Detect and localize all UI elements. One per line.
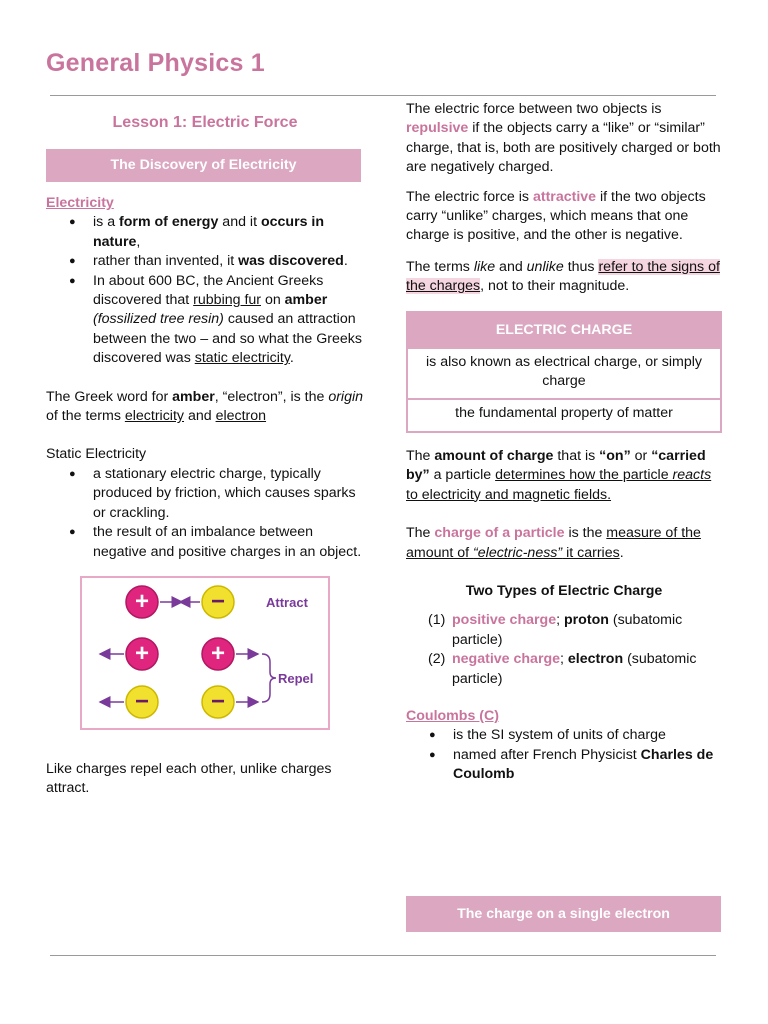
text: thus bbox=[563, 258, 599, 275]
text: if the two objects carry “unlike” charges, which means that one charge is positive, and the other is negative. bbox=[406, 188, 706, 244]
text-underlined: electricity bbox=[124, 408, 184, 425]
text: The Greek word for bbox=[46, 388, 173, 405]
bottom-divider bbox=[50, 955, 716, 956]
text: if the objects carry a “like” or “similar” charge, that is, both are positively charged or both are negatively charged. bbox=[406, 120, 721, 176]
text-bold: amber bbox=[172, 388, 215, 405]
text-bold: Charles de Coulomb bbox=[453, 746, 714, 783]
text-accent: negative charge bbox=[452, 651, 561, 668]
text-bold: was discovered bbox=[238, 253, 344, 270]
attractive-paragraph bbox=[406, 188, 722, 246]
text: that is bbox=[553, 447, 600, 464]
electricity-list bbox=[46, 213, 364, 368]
text: on bbox=[261, 292, 285, 309]
list-number: (1) bbox=[428, 612, 446, 629]
charges-figure bbox=[80, 576, 330, 730]
like-charges-note: Like charges repel each other, unlike charges attract. bbox=[46, 760, 332, 797]
text-italic: like bbox=[473, 258, 496, 275]
text-underlined: static electricity bbox=[194, 350, 290, 367]
text: The electric force is bbox=[406, 188, 533, 205]
text-italic: (fossilized tree resin) bbox=[93, 311, 224, 328]
minus-sign: − bbox=[210, 687, 226, 715]
text: . bbox=[343, 253, 348, 270]
text: is a bbox=[93, 214, 120, 231]
text: and bbox=[495, 258, 527, 275]
text: rather than invented, it bbox=[93, 253, 239, 270]
text: (subatomic particle) bbox=[452, 651, 697, 687]
list-item: ● the result of an imbalance between negative and positive charges in an object. bbox=[93, 523, 364, 562]
text: or bbox=[630, 447, 652, 464]
text: The electric force between two objects is bbox=[406, 101, 662, 117]
top-divider bbox=[50, 95, 716, 96]
text-accent: attractive bbox=[532, 188, 597, 205]
electric-charge-row: the fundamental property of matter bbox=[408, 398, 720, 430]
left-column bbox=[46, 112, 364, 799]
list-item: ● a stationary electric charge, typically produced by friction, which causes sparks or crackling. bbox=[93, 465, 364, 523]
text: , not to their magnitude. bbox=[480, 278, 630, 295]
electric-charge-table bbox=[406, 311, 722, 433]
text: caused an attraction between the two – and so what the Greeks discovered was bbox=[93, 311, 362, 367]
repel-bracket bbox=[262, 654, 276, 702]
section-band-discovery: The Discovery of Electricity bbox=[46, 149, 361, 182]
text: is the bbox=[564, 525, 607, 542]
text: ; bbox=[560, 651, 568, 668]
list-item bbox=[93, 213, 364, 252]
text-bold: amber bbox=[284, 292, 328, 309]
list-item bbox=[453, 746, 722, 785]
text: and it bbox=[218, 214, 261, 231]
list-item bbox=[428, 650, 722, 689]
repulsive-paragraph bbox=[406, 100, 722, 178]
text: a particle bbox=[429, 467, 496, 484]
text: it carries bbox=[562, 544, 620, 561]
text-bold: form of energy bbox=[119, 214, 219, 231]
charge-types-list bbox=[406, 611, 722, 689]
text-bold: occurs in nature bbox=[93, 214, 325, 250]
text-underlined: rubbing fur bbox=[193, 292, 261, 309]
text: The terms bbox=[406, 258, 474, 275]
attract-label: Attract bbox=[266, 594, 308, 610]
repel-label: Repel bbox=[278, 670, 314, 686]
coulombs-list bbox=[406, 726, 722, 784]
text-bold: “carried by” bbox=[406, 447, 706, 484]
plus-sign: + bbox=[210, 639, 226, 667]
list-item bbox=[93, 272, 364, 369]
text-highlighted: refer to the signs of the charges bbox=[406, 258, 720, 295]
text-accent: repulsive bbox=[406, 120, 469, 137]
text: measure of the amount of bbox=[406, 525, 701, 561]
right-column bbox=[406, 100, 722, 785]
electricity-heading bbox=[46, 194, 364, 213]
list-item bbox=[93, 252, 364, 271]
static-electricity-heading: Static Electricity bbox=[46, 446, 147, 463]
amount-of-charge-paragraph bbox=[406, 447, 722, 505]
list-item bbox=[428, 611, 722, 650]
text: The bbox=[406, 447, 435, 464]
text-bold: electron bbox=[567, 651, 624, 668]
document-title: General Physics 1 bbox=[46, 49, 265, 77]
plus-sign: + bbox=[134, 587, 150, 615]
terms-paragraph bbox=[406, 258, 722, 297]
text-underlined: electron bbox=[215, 408, 267, 425]
text: of the terms bbox=[46, 408, 125, 425]
text-accent: charge of a particle bbox=[434, 525, 565, 542]
charges-diagram bbox=[82, 578, 328, 728]
text: determines how the particle bbox=[495, 467, 673, 484]
text: , “electron”, is the bbox=[214, 388, 329, 405]
text-bold: proton bbox=[563, 612, 609, 629]
text: . bbox=[619, 544, 624, 561]
text-italic: origin bbox=[328, 388, 364, 405]
minus-sign: − bbox=[210, 587, 226, 615]
electric-charge-row: is also known as electrical charge, or simply charge bbox=[408, 347, 720, 399]
static-electricity-list bbox=[46, 465, 364, 562]
text-bold: “on” bbox=[599, 447, 631, 464]
greek-paragraph bbox=[46, 388, 364, 427]
text-italic: reacts bbox=[672, 467, 712, 484]
text-italic: unlike bbox=[526, 258, 564, 275]
text: In about 600 BC, the Ancient Greeks discovered that bbox=[93, 272, 324, 309]
text-bold: amount of charge bbox=[434, 447, 554, 464]
electricity-heading-text: Electricity bbox=[46, 195, 114, 211]
text: ; bbox=[556, 612, 564, 629]
text: The bbox=[406, 525, 435, 542]
text: , bbox=[136, 233, 141, 250]
text: . bbox=[289, 350, 294, 367]
list-number: (2) bbox=[428, 651, 446, 668]
list-item: ● is the SI system of units of charge bbox=[453, 726, 722, 745]
text: and bbox=[184, 408, 216, 425]
electric-charge-header: ELECTRIC CHARGE bbox=[408, 313, 720, 347]
minus-sign: − bbox=[134, 687, 150, 715]
text: to electricity and magnetic fields. bbox=[406, 486, 612, 503]
plus-sign: + bbox=[134, 639, 150, 667]
two-types-heading: Two Types of Electric Charge bbox=[465, 582, 663, 599]
lesson-title: Lesson 1: Electric Force bbox=[112, 114, 298, 131]
section-band-electron-charge: The charge on a single electron bbox=[406, 896, 721, 932]
text: named after French Physicist bbox=[453, 746, 641, 763]
charge-of-particle-paragraph bbox=[406, 524, 722, 563]
text-italic: “electric-ness” bbox=[473, 544, 563, 561]
coulombs-heading bbox=[406, 707, 722, 726]
text-accent: positive charge bbox=[452, 612, 557, 629]
coulombs-heading-text: Coulombs (C) bbox=[406, 707, 499, 724]
text: (subatomic particle) bbox=[452, 612, 683, 648]
